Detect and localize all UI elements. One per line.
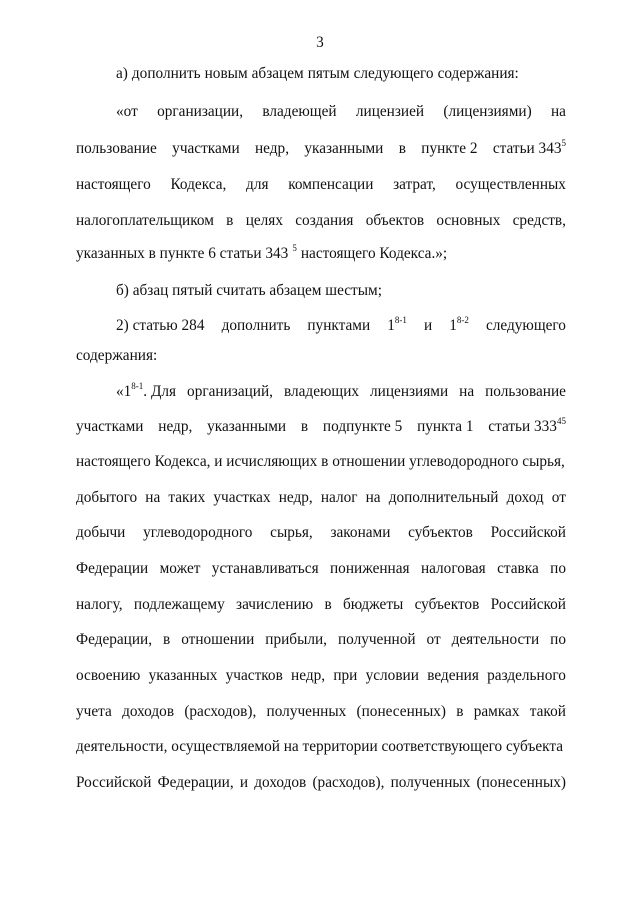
word: участков: [225, 667, 283, 684]
word: деятельности, осуществляемой на территории соответствующего субъекта: [76, 738, 564, 755]
text-line: [76, 666, 566, 686]
word: а): [116, 65, 128, 82]
word-with-superscript: [387, 316, 407, 336]
word: (расходов),: [312, 774, 385, 791]
word: владеющей: [262, 103, 337, 120]
word: на: [365, 489, 381, 506]
word: участками: [172, 140, 240, 157]
superscript: 8-2: [456, 315, 469, 325]
word: компенсации: [288, 176, 374, 193]
text-line: [116, 102, 566, 122]
word: Российской: [490, 596, 566, 613]
word: полученных: [390, 774, 471, 791]
word: . Для: [143, 383, 177, 400]
text-line: [76, 488, 566, 508]
word: статьи 333: [488, 418, 557, 435]
word: по: [550, 631, 566, 648]
text-line: [76, 175, 566, 195]
text-line: [116, 382, 566, 402]
text-line: [76, 452, 566, 472]
word: целях: [245, 212, 283, 229]
word: дополнить: [131, 65, 201, 82]
word: от: [426, 631, 441, 648]
word: пятым: [307, 65, 350, 82]
word: участках: [213, 489, 271, 506]
word: условии: [365, 667, 419, 684]
word: в: [300, 418, 309, 435]
word: статьи 343: [492, 140, 562, 157]
word: деятельности: [451, 631, 540, 648]
word: налог: [320, 489, 358, 506]
word: на: [551, 103, 566, 120]
word: углеводородного: [143, 524, 253, 541]
word: доходов: [122, 703, 175, 720]
word: дополнить: [221, 317, 291, 334]
text-line: [76, 139, 566, 159]
word: рамках: [473, 703, 520, 720]
word: Российской: [490, 524, 566, 541]
word: указанными: [207, 418, 287, 435]
text-line: [76, 523, 566, 543]
word: освоению: [76, 667, 141, 684]
word: указанными: [304, 140, 384, 157]
word: пользование: [485, 383, 566, 400]
word: при: [333, 667, 358, 684]
text-line: [76, 559, 566, 579]
word: объектов: [365, 212, 425, 229]
text-line: [76, 773, 566, 793]
word-with-superscript: [493, 139, 566, 159]
word: б) абзац пятый считать абзацем шестым;: [116, 282, 382, 299]
superscript: 8-1: [394, 315, 407, 325]
word: устанавливаться: [211, 560, 319, 577]
word: и: [239, 774, 249, 791]
word: доход: [506, 489, 544, 506]
word: абзацем: [251, 65, 304, 82]
word: лицензиями: [370, 383, 449, 400]
word: пунктами: [307, 317, 371, 334]
word: бюджеты: [342, 596, 404, 613]
page-number: 3: [316, 34, 324, 51]
word: пользование: [76, 140, 157, 157]
word: участками: [76, 418, 144, 435]
word: прибыли,: [265, 631, 327, 648]
word: Федерации: [76, 560, 149, 577]
word: недр,: [291, 667, 326, 684]
word: субъектов: [414, 596, 480, 613]
text-line: [116, 64, 566, 84]
word: дополнительный: [388, 489, 499, 506]
word: организации,: [157, 103, 244, 120]
word: в: [226, 212, 234, 229]
word: для: [246, 176, 269, 193]
word: «1: [116, 383, 132, 400]
word: содержания:: [76, 347, 158, 364]
word: 1: [387, 317, 395, 334]
superscript: 8-1: [131, 381, 144, 391]
word: такой: [529, 703, 566, 720]
text-line: [116, 316, 566, 336]
text-line: [76, 702, 566, 722]
word: ставка: [497, 560, 539, 577]
word-with-superscript: [116, 382, 176, 402]
word: законами: [330, 524, 391, 541]
word: на: [459, 383, 475, 400]
word: основных: [436, 212, 501, 229]
word: затрат,: [393, 176, 436, 193]
word: может: [159, 560, 201, 577]
text-line: [76, 211, 566, 231]
word: раздельного: [487, 667, 566, 684]
word: Российской: [76, 774, 152, 791]
word: Кодекса,: [170, 176, 227, 193]
word: налоговая: [420, 560, 486, 577]
word: 1: [449, 317, 457, 334]
word: в: [324, 596, 332, 613]
word: сырья,: [270, 524, 313, 541]
word: полученной: [337, 631, 416, 648]
text-line: [76, 630, 566, 650]
superscript: 5: [292, 243, 297, 253]
text-line: [76, 737, 566, 757]
superscript: 5: [561, 138, 566, 148]
word: Федерации,: [157, 774, 234, 791]
text-line: [76, 595, 566, 615]
word: указанных в пункте 6 статьи 343: [76, 245, 289, 262]
word: средств,: [512, 212, 566, 229]
word: налогоплательщиком: [76, 212, 214, 229]
word: в: [456, 703, 464, 720]
word-with-superscript: [488, 417, 566, 437]
word: Федерации,: [76, 631, 153, 648]
word: указанных: [148, 667, 218, 684]
word-with-superscript: [76, 244, 297, 264]
word: недр,: [254, 140, 290, 157]
word: учета: [76, 703, 112, 720]
word: полученных: [266, 703, 347, 720]
word-with-superscript: [449, 316, 469, 336]
word: в: [398, 140, 406, 157]
text-line: [116, 281, 566, 301]
text-line: [76, 417, 566, 437]
word: таких: [168, 489, 206, 506]
word: субъектов: [408, 524, 473, 541]
word: настоящего Кодекса, и исчисляющих в отношении углеводородного сырья,: [76, 453, 565, 470]
word: от: [551, 489, 566, 506]
word: настоящего Кодекса.»;: [300, 245, 448, 262]
word: следующего: [485, 317, 566, 334]
word: лицензией: [355, 103, 425, 120]
word: добычи: [76, 524, 126, 541]
word: пониженная: [330, 560, 410, 577]
word: содержания:: [437, 65, 519, 82]
word: владеющих: [283, 383, 360, 400]
text-line: [76, 346, 566, 366]
word: и: [423, 317, 433, 334]
word: настоящего: [76, 176, 151, 193]
word: 2) статью 284: [116, 317, 205, 334]
word: зачислению: [236, 596, 314, 613]
word: недр,: [158, 418, 193, 435]
word: организаций,: [187, 383, 273, 400]
word: новым: [204, 65, 248, 82]
word: на: [145, 489, 161, 506]
word: налогу,: [76, 596, 123, 613]
word: создания: [295, 212, 354, 229]
word: подпункте 5: [322, 418, 403, 435]
word: по: [550, 560, 566, 577]
word: (понесенных): [476, 774, 566, 791]
word: отношении: [181, 631, 255, 648]
word: недр,: [278, 489, 313, 506]
word: ведения: [427, 667, 479, 684]
word: пункта 1: [417, 418, 474, 435]
word: «от: [116, 103, 138, 120]
word: (понесенных): [356, 703, 446, 720]
word: в: [163, 631, 171, 648]
word: доходов: [254, 774, 307, 791]
word: (расходов),: [184, 703, 257, 720]
word: осуществленных: [455, 176, 566, 193]
word: (лицензиями): [443, 103, 532, 120]
word: добытого: [76, 489, 138, 506]
superscript: 45: [556, 416, 566, 426]
word: пункте 2: [421, 140, 478, 157]
word: следующего: [353, 65, 434, 82]
word: подлежащему: [133, 596, 225, 613]
text-line: [76, 244, 566, 264]
